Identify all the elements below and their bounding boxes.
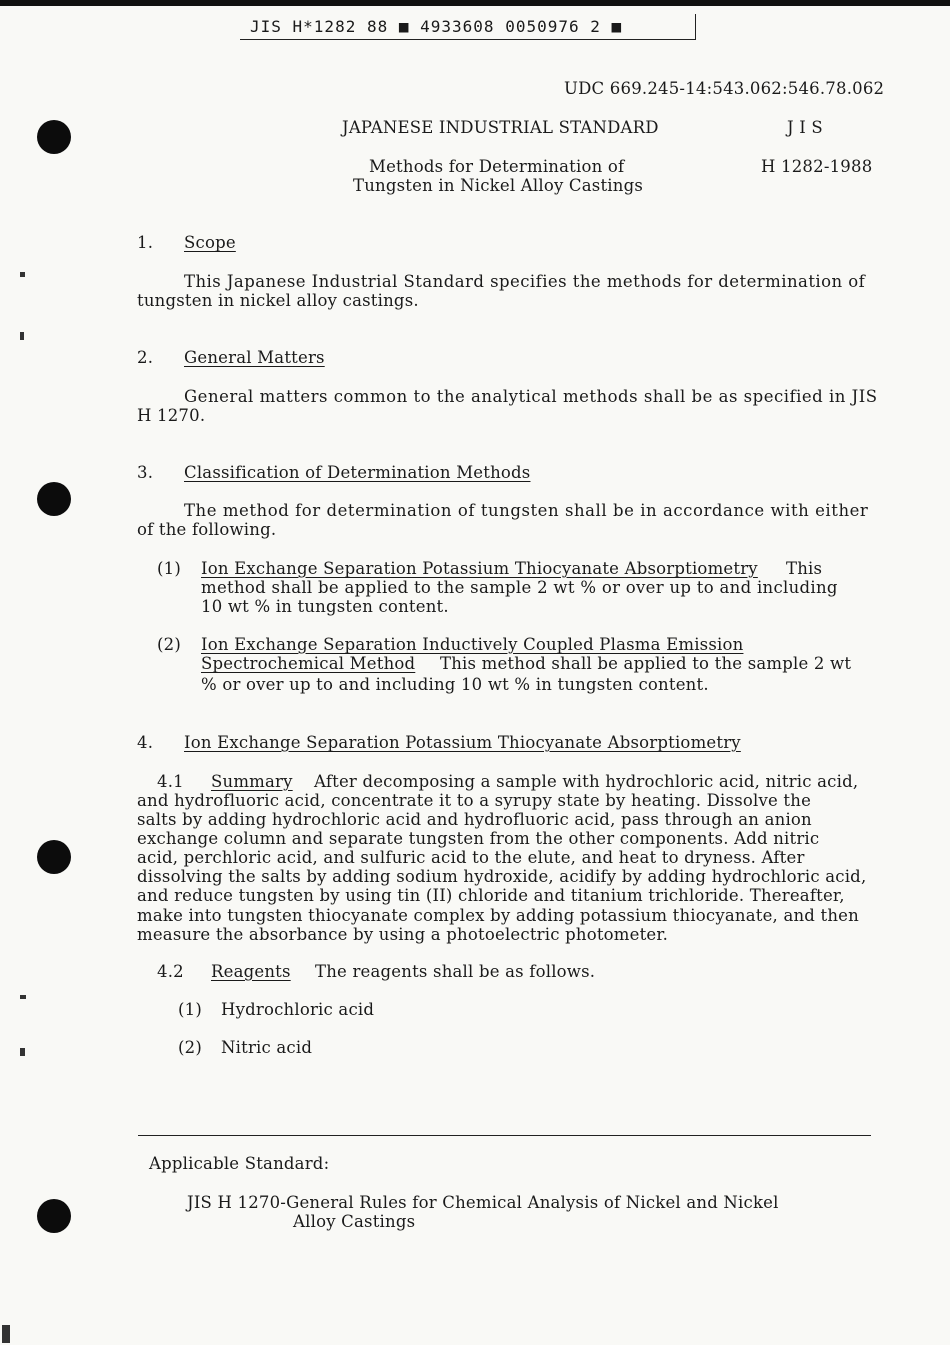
section-heading: Ion Exchange Separation Potassium Thiocyanate Absorptiometry xyxy=(184,733,741,752)
paragraph-line: salts by adding hydrochloric acid and hydrofluoric acid, pass through an anion xyxy=(137,810,812,829)
scan-speck xyxy=(20,272,25,277)
list-number: (2) xyxy=(157,635,181,654)
section-heading: Classification of Determination Methods xyxy=(184,463,531,482)
subsection-number: 4.1 xyxy=(157,772,184,791)
list-item-title: Ion Exchange Separation Inductively Coupled Plasma Emission xyxy=(201,635,744,654)
reagent-number: (1) xyxy=(178,1000,202,1019)
footer-label: Applicable Standard: xyxy=(149,1154,330,1173)
paragraph-line: This Japanese Industrial Standard specifies the methods for determination of xyxy=(184,272,866,291)
punch-hole xyxy=(37,1199,71,1233)
standard-type: JAPANESE INDUSTRIAL STANDARD xyxy=(342,118,659,137)
udc-code: UDC 669.245-14:543.062:546.78.062 xyxy=(564,79,885,98)
paragraph-line: After decomposing a sample with hydrochloric acid, nitric acid, xyxy=(314,772,859,791)
punch-hole xyxy=(37,120,71,154)
reagent-name: Hydrochloric acid xyxy=(221,1000,375,1019)
header-code: JIS H*1282 88 ■ 4933608 0050976 2 ■ xyxy=(240,14,696,40)
paragraph-line: The method for determination of tungsten shall be in accordance with either xyxy=(184,501,869,520)
scan-speck xyxy=(2,1325,10,1343)
section-number: 4. xyxy=(137,733,154,752)
subsection-heading: Reagents xyxy=(211,962,291,981)
top-border xyxy=(0,0,950,6)
list-item-text: method shall be applied to the sample 2 wt % or over up to and including xyxy=(201,578,838,597)
paragraph-line: tungsten in nickel alloy castings. xyxy=(137,291,419,310)
section-heading: Scope xyxy=(184,233,236,252)
paragraph-line: H 1270. xyxy=(137,406,206,425)
list-item-title: Spectrochemical Method xyxy=(201,654,416,673)
footer-divider xyxy=(138,1135,871,1136)
section-number: 1. xyxy=(137,233,154,252)
scan-speck xyxy=(20,332,24,340)
doc-title-line2: Tungsten in Nickel Alloy Castings xyxy=(353,176,644,195)
section-heading: General Matters xyxy=(184,348,325,367)
standard-number: H 1282-1988 xyxy=(761,157,873,176)
subsection-number: 4.2 xyxy=(157,962,184,981)
paragraph-line: measure the absorbance by using a photoelectric photometer. xyxy=(137,925,669,944)
paragraph-line: make into tungsten thiocyanate complex by adding potassium thiocyanate, and then xyxy=(137,906,859,925)
section-number: 2. xyxy=(137,348,154,367)
subsection-heading: Summary xyxy=(211,772,293,791)
section-number: 3. xyxy=(137,463,154,482)
list-item-text: 10 wt % in tungsten content. xyxy=(201,597,449,616)
punch-hole xyxy=(37,482,71,516)
list-item-title: Ion Exchange Separation Potassium Thiocyanate Absorptiometry xyxy=(201,559,758,578)
jis-mark: J I S xyxy=(787,118,823,137)
paragraph-line: dissolving the salts by adding sodium hydroxide, acidify by adding hydrochloric acid, xyxy=(137,867,867,886)
list-item-text: % or over up to and including 10 wt % in tungsten content. xyxy=(201,675,709,694)
footer-reference: JIS H 1270-General Rules for Chemical Analysis of Nickel and Nickel xyxy=(187,1193,779,1212)
punch-hole xyxy=(37,840,71,874)
scan-speck xyxy=(20,995,26,999)
list-number: (1) xyxy=(157,559,181,578)
footer-reference: Alloy Castings xyxy=(293,1212,416,1231)
paragraph-line: The reagents shall be as follows. xyxy=(315,962,596,981)
list-item-text: This xyxy=(786,559,823,578)
scan-speck xyxy=(20,1048,25,1056)
paragraph-line: and hydrofluoric acid, concentrate it to a syrupy state by heating. Dissolve the xyxy=(137,791,812,810)
paragraph-line: acid, perchloric acid, and sulfuric acid to the elute, and heat to dryness. After xyxy=(137,848,805,867)
list-item-text: This method shall be applied to the sample 2 wt xyxy=(440,654,852,673)
paragraph-line: exchange column and separate tungsten from the other components. Add nitric xyxy=(137,829,820,848)
reagent-name: Nitric acid xyxy=(221,1038,313,1057)
paragraph-line: and reduce tungsten by using tin (II) chloride and titanium trichloride. Thereafter, xyxy=(137,886,845,905)
doc-title-line1: Methods for Determination of xyxy=(369,157,625,176)
reagent-number: (2) xyxy=(178,1038,202,1057)
paragraph-line: General matters common to the analytical methods shall be as specified in JIS xyxy=(184,387,878,406)
paragraph-line: of the following. xyxy=(137,520,277,539)
